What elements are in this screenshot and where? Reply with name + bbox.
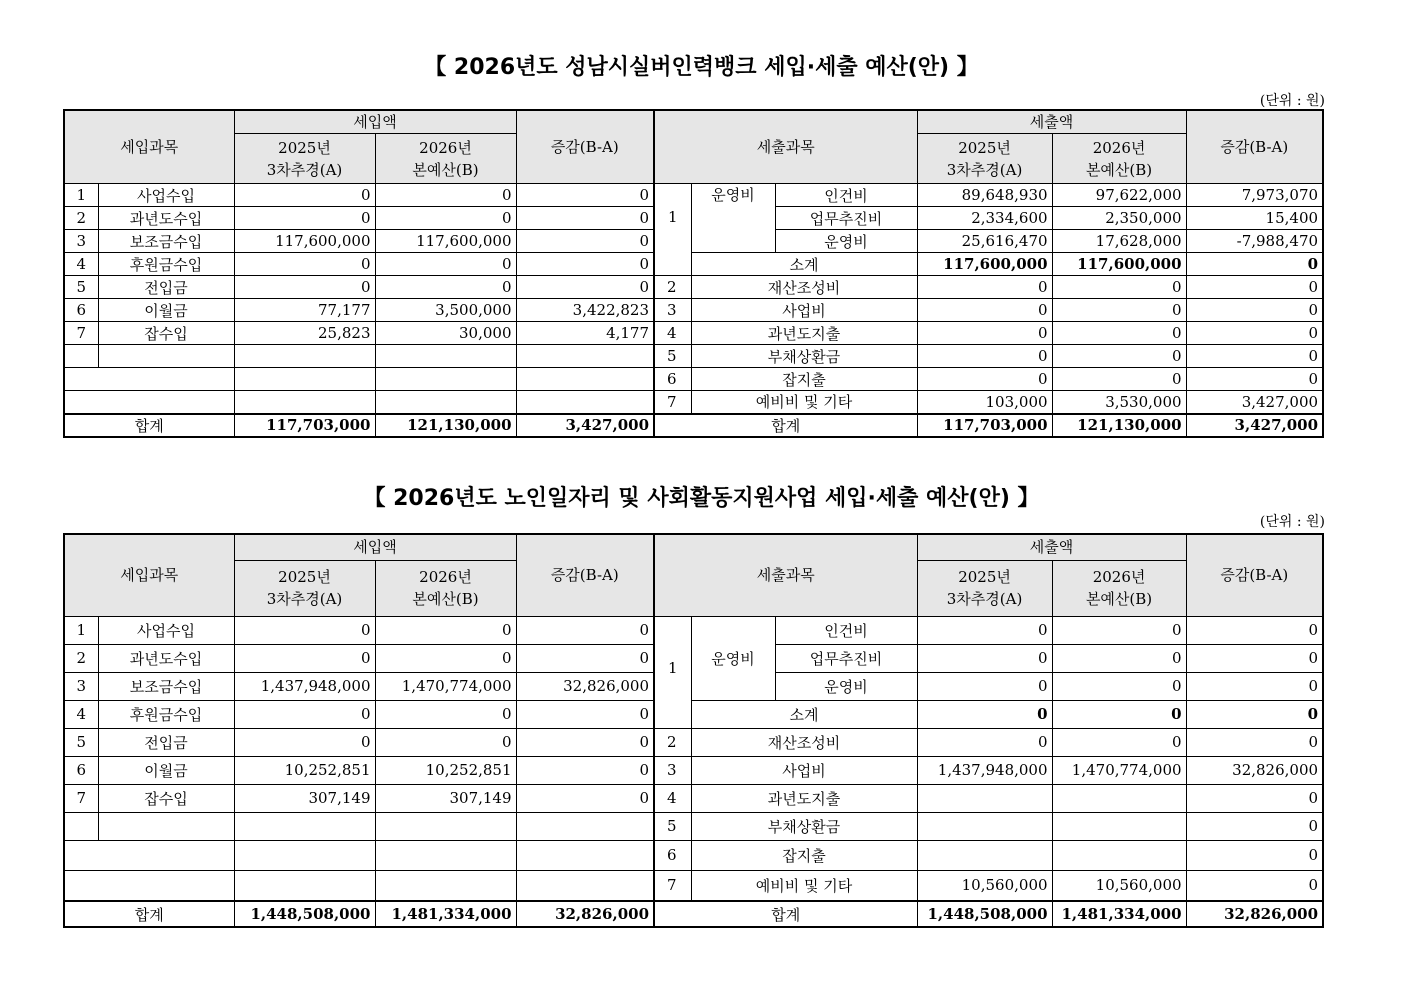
rev-2025: 117,600,000 bbox=[234, 230, 375, 253]
exp-2025: 103,000 bbox=[917, 391, 1052, 414]
empty-cell bbox=[516, 840, 654, 870]
total-row bbox=[64, 901, 1323, 927]
table1-unit: (단위 : 원) bbox=[1259, 93, 1325, 109]
rev-diff: 32,826,000 bbox=[516, 672, 654, 700]
exp-2025: 0 bbox=[917, 644, 1052, 672]
total-rev-2025: 117,703,000 bbox=[234, 414, 375, 437]
exp-subtotal-label: 소계 bbox=[691, 700, 917, 728]
exp-2026: 3,530,000 bbox=[1052, 391, 1186, 414]
header-2026-expense: 2026년 본예산(B) bbox=[1052, 560, 1186, 616]
exp-2026 bbox=[1052, 812, 1186, 840]
table-row bbox=[64, 253, 1323, 276]
exp-2026: 17,628,000 bbox=[1052, 230, 1186, 253]
rev-name: 잡수입 bbox=[98, 784, 234, 812]
table-row bbox=[64, 368, 1323, 391]
exp-no: 5 bbox=[654, 345, 691, 368]
total-label: 합계 bbox=[654, 901, 917, 927]
exp-no: 1 bbox=[654, 184, 691, 276]
empty-cell bbox=[234, 870, 375, 901]
exp-diff: 32,826,000 bbox=[1186, 756, 1323, 784]
empty-cell bbox=[375, 870, 516, 901]
exp-no: 4 bbox=[654, 322, 691, 345]
rev-diff: 0 bbox=[516, 616, 654, 644]
rev-2026: 1,470,774,000 bbox=[375, 672, 516, 700]
rev-2026: 0 bbox=[375, 184, 516, 207]
exp-diff: 0 bbox=[1186, 276, 1323, 299]
exp-group: 운영비 bbox=[691, 616, 775, 700]
rev-2026: 10,252,851 bbox=[375, 756, 516, 784]
rev-diff: 0 bbox=[516, 253, 654, 276]
exp-subtotal-diff: 0 bbox=[1186, 253, 1323, 276]
exp-2025 bbox=[917, 784, 1052, 812]
exp-name: 과년도지출 bbox=[691, 784, 917, 812]
budget-table-2 bbox=[63, 533, 1324, 928]
empty-cell bbox=[234, 812, 375, 840]
rev-name: 이월금 bbox=[98, 299, 234, 322]
rev-no: 1 bbox=[64, 616, 98, 644]
exp-group: 운영비 bbox=[691, 184, 775, 253]
exp-2026: 0 bbox=[1052, 616, 1186, 644]
rev-diff: 0 bbox=[516, 756, 654, 784]
rev-2025: 0 bbox=[234, 728, 375, 756]
budget-table-1 bbox=[63, 109, 1324, 438]
table-row bbox=[64, 728, 1323, 756]
rev-name: 과년도수입 bbox=[98, 207, 234, 230]
rev-2026: 0 bbox=[375, 616, 516, 644]
exp-name: 재산조성비 bbox=[691, 276, 917, 299]
exp-no: 3 bbox=[654, 756, 691, 784]
exp-no: 7 bbox=[654, 870, 691, 901]
total-exp-2026: 1,481,334,000 bbox=[1052, 901, 1186, 927]
exp-2025: 0 bbox=[917, 616, 1052, 644]
empty-cell bbox=[516, 368, 654, 391]
total-rev-diff: 32,826,000 bbox=[516, 901, 654, 927]
rev-2026: 0 bbox=[375, 644, 516, 672]
empty-cell bbox=[64, 345, 98, 368]
exp-no: 3 bbox=[654, 299, 691, 322]
rev-2026: 0 bbox=[375, 276, 516, 299]
table-row bbox=[64, 276, 1323, 299]
rev-diff: 0 bbox=[516, 230, 654, 253]
total-exp-2025: 117,703,000 bbox=[917, 414, 1052, 437]
exp-2026: 0 bbox=[1052, 644, 1186, 672]
exp-no: 7 bbox=[654, 391, 691, 414]
rev-name: 사업수입 bbox=[98, 616, 234, 644]
exp-no: 6 bbox=[654, 368, 691, 391]
rev-2025: 0 bbox=[234, 253, 375, 276]
rev-no: 4 bbox=[64, 253, 98, 276]
empty-cell bbox=[234, 345, 375, 368]
exp-diff: 0 bbox=[1186, 368, 1323, 391]
exp-diff: 0 bbox=[1186, 644, 1323, 672]
rev-2026: 307,149 bbox=[375, 784, 516, 812]
rev-name: 후원금수입 bbox=[98, 253, 234, 276]
rev-2025: 25,823 bbox=[234, 322, 375, 345]
exp-2026: 0 bbox=[1052, 728, 1186, 756]
exp-2025: 0 bbox=[917, 322, 1052, 345]
exp-diff: 0 bbox=[1186, 345, 1323, 368]
exp-subtotal-label: 소계 bbox=[691, 253, 917, 276]
empty-cell bbox=[375, 368, 516, 391]
rev-no: 3 bbox=[64, 672, 98, 700]
exp-name: 운영비 bbox=[775, 672, 917, 700]
rev-no: 2 bbox=[64, 644, 98, 672]
exp-diff: 3,427,000 bbox=[1186, 391, 1323, 414]
rev-no: 5 bbox=[64, 276, 98, 299]
exp-name: 예비비 및 기타 bbox=[691, 870, 917, 901]
rev-2025: 0 bbox=[234, 276, 375, 299]
exp-subtotal-diff: 0 bbox=[1186, 700, 1323, 728]
exp-name: 인건비 bbox=[775, 616, 917, 644]
exp-diff: 0 bbox=[1186, 299, 1323, 322]
total-rev-2025: 1,448,508,000 bbox=[234, 901, 375, 927]
empty-cell bbox=[375, 345, 516, 368]
exp-no: 1 bbox=[654, 616, 691, 728]
header-2025-expense: 2025년 3차추경(A) bbox=[917, 560, 1052, 616]
table-row bbox=[64, 812, 1323, 840]
table-row bbox=[64, 345, 1323, 368]
exp-no: 2 bbox=[654, 276, 691, 299]
exp-2025: 0 bbox=[917, 345, 1052, 368]
rev-2025: 0 bbox=[234, 616, 375, 644]
exp-2025: 0 bbox=[917, 728, 1052, 756]
exp-diff: 15,400 bbox=[1186, 207, 1323, 230]
exp-no: 2 bbox=[654, 728, 691, 756]
exp-subtotal-2026: 0 bbox=[1052, 700, 1186, 728]
rev-diff: 0 bbox=[516, 276, 654, 299]
exp-2025: 2,334,600 bbox=[917, 207, 1052, 230]
rev-name: 잡수입 bbox=[98, 322, 234, 345]
exp-name: 잡지출 bbox=[691, 840, 917, 870]
rev-2026: 0 bbox=[375, 728, 516, 756]
exp-diff: 0 bbox=[1186, 784, 1323, 812]
exp-subtotal-2025: 0 bbox=[917, 700, 1052, 728]
exp-2026: 0 bbox=[1052, 672, 1186, 700]
header-2025-budget: 2025년 3차추경(A) bbox=[234, 134, 375, 184]
exp-2026: 97,622,000 bbox=[1052, 184, 1186, 207]
rev-no: 7 bbox=[64, 322, 98, 345]
rev-name: 보조금수입 bbox=[98, 672, 234, 700]
exp-2025: 89,648,930 bbox=[917, 184, 1052, 207]
table-row bbox=[64, 299, 1323, 322]
rev-no: 6 bbox=[64, 756, 98, 784]
exp-2026: 10,560,000 bbox=[1052, 870, 1186, 901]
exp-name: 잡지출 bbox=[691, 368, 917, 391]
total-rev-2026: 1,481,334,000 bbox=[375, 901, 516, 927]
exp-2026: 0 bbox=[1052, 368, 1186, 391]
rev-2025: 0 bbox=[234, 700, 375, 728]
empty-cell bbox=[234, 368, 375, 391]
exp-no: 4 bbox=[654, 784, 691, 812]
header-2026-budget: 2026년 본예산(B) bbox=[375, 134, 516, 184]
rev-2026: 0 bbox=[375, 253, 516, 276]
exp-no: 5 bbox=[654, 812, 691, 840]
header-revenue-diff: 증감(B-A) bbox=[516, 110, 654, 184]
header-revenue-amount: 세입액 bbox=[234, 534, 516, 560]
header-revenue-diff: 증감(B-A) bbox=[516, 534, 654, 616]
table-row bbox=[64, 840, 1323, 870]
rev-diff: 0 bbox=[516, 728, 654, 756]
empty-cell bbox=[98, 812, 234, 840]
total-exp-diff: 32,826,000 bbox=[1186, 901, 1323, 927]
total-rev-2026: 121,130,000 bbox=[375, 414, 516, 437]
exp-2025: 10,560,000 bbox=[917, 870, 1052, 901]
empty-cell bbox=[375, 391, 516, 414]
table-row bbox=[64, 184, 1323, 207]
exp-2025: 0 bbox=[917, 368, 1052, 391]
rev-2026: 30,000 bbox=[375, 322, 516, 345]
exp-name: 부채상환금 bbox=[691, 345, 917, 368]
table2-title: 【 2026년도 노인일자리 및 사회활동지원사업 세입·세출 예산(안) 】 bbox=[363, 486, 1040, 511]
rev-no: 5 bbox=[64, 728, 98, 756]
rev-2025: 0 bbox=[234, 184, 375, 207]
empty-cell bbox=[516, 812, 654, 840]
table-row bbox=[64, 391, 1323, 414]
exp-2025: 25,616,470 bbox=[917, 230, 1052, 253]
exp-diff: 0 bbox=[1186, 812, 1323, 840]
rev-2026: 117,600,000 bbox=[375, 230, 516, 253]
header-expense-amount: 세출액 bbox=[917, 534, 1186, 560]
total-exp-diff: 3,427,000 bbox=[1186, 414, 1323, 437]
exp-2026: 2,350,000 bbox=[1052, 207, 1186, 230]
rev-2025: 77,177 bbox=[234, 299, 375, 322]
rev-2025: 10,252,851 bbox=[234, 756, 375, 784]
table2-unit: (단위 : 원) bbox=[1259, 514, 1325, 530]
rev-2026: 0 bbox=[375, 700, 516, 728]
exp-2026: 0 bbox=[1052, 299, 1186, 322]
empty-cell bbox=[375, 840, 516, 870]
exp-2025: 0 bbox=[917, 276, 1052, 299]
table1-title: 【 2026년도 성남시실버인력뱅크 세입·세출 예산(안) 】 bbox=[424, 55, 979, 80]
rev-no: 4 bbox=[64, 700, 98, 728]
exp-subtotal-2025: 117,600,000 bbox=[917, 253, 1052, 276]
header-expense-amount: 세출액 bbox=[917, 110, 1186, 134]
exp-diff: 0 bbox=[1186, 728, 1323, 756]
table-row bbox=[64, 700, 1323, 728]
empty-cell bbox=[98, 345, 234, 368]
exp-name: 업무추진비 bbox=[775, 207, 917, 230]
rev-diff: 4,177 bbox=[516, 322, 654, 345]
rev-name: 전입금 bbox=[98, 276, 234, 299]
rev-diff: 0 bbox=[516, 184, 654, 207]
exp-name: 재산조성비 bbox=[691, 728, 917, 756]
table-row bbox=[64, 756, 1323, 784]
exp-name: 예비비 및 기타 bbox=[691, 391, 917, 414]
exp-2026: 1,470,774,000 bbox=[1052, 756, 1186, 784]
header-2026-expense: 2026년 본예산(B) bbox=[1052, 134, 1186, 184]
empty-cell bbox=[64, 368, 234, 391]
empty-cell bbox=[64, 812, 98, 840]
header-2025-budget: 2025년 3차추경(A) bbox=[234, 560, 375, 616]
rev-2025: 0 bbox=[234, 207, 375, 230]
exp-name: 사업비 bbox=[691, 299, 917, 322]
header-revenue-item: 세입과목 bbox=[64, 110, 234, 184]
header-expense-item: 세출과목 bbox=[654, 534, 917, 616]
exp-diff: 0 bbox=[1186, 616, 1323, 644]
rev-2026: 0 bbox=[375, 207, 516, 230]
exp-2026: 0 bbox=[1052, 276, 1186, 299]
exp-diff: 7,973,070 bbox=[1186, 184, 1323, 207]
header-2025-expense: 2025년 3차추경(A) bbox=[917, 134, 1052, 184]
exp-2026 bbox=[1052, 784, 1186, 812]
empty-cell bbox=[516, 345, 654, 368]
empty-cell bbox=[64, 870, 234, 901]
empty-cell bbox=[64, 840, 234, 870]
rev-no: 3 bbox=[64, 230, 98, 253]
exp-name: 과년도지출 bbox=[691, 322, 917, 345]
total-label: 합계 bbox=[654, 414, 917, 437]
table-row bbox=[64, 616, 1323, 644]
exp-2025: 1,437,948,000 bbox=[917, 756, 1052, 784]
exp-name: 업무추진비 bbox=[775, 644, 917, 672]
total-exp-2026: 121,130,000 bbox=[1052, 414, 1186, 437]
rev-diff: 0 bbox=[516, 207, 654, 230]
exp-name: 운영비 bbox=[775, 230, 917, 253]
exp-name: 사업비 bbox=[691, 756, 917, 784]
header-expense-item: 세출과목 bbox=[654, 110, 917, 184]
exp-2025: 0 bbox=[917, 299, 1052, 322]
exp-diff: 0 bbox=[1186, 840, 1323, 870]
rev-diff: 0 bbox=[516, 644, 654, 672]
empty-cell bbox=[516, 391, 654, 414]
total-row bbox=[64, 414, 1323, 437]
exp-2026 bbox=[1052, 840, 1186, 870]
rev-2026: 3,500,000 bbox=[375, 299, 516, 322]
exp-diff: 0 bbox=[1186, 870, 1323, 901]
header-expense-diff: 증감(B-A) bbox=[1186, 534, 1323, 616]
empty-cell bbox=[516, 870, 654, 901]
total-label: 합계 bbox=[64, 901, 234, 927]
header-expense-diff: 증감(B-A) bbox=[1186, 110, 1323, 184]
rev-no: 6 bbox=[64, 299, 98, 322]
total-label: 합계 bbox=[64, 414, 234, 437]
rev-2025: 1,437,948,000 bbox=[234, 672, 375, 700]
exp-diff: -7,988,470 bbox=[1186, 230, 1323, 253]
empty-cell bbox=[234, 840, 375, 870]
exp-2025 bbox=[917, 812, 1052, 840]
rev-diff: 3,422,823 bbox=[516, 299, 654, 322]
rev-2025: 0 bbox=[234, 644, 375, 672]
header-2026-budget: 2026년 본예산(B) bbox=[375, 560, 516, 616]
exp-diff: 0 bbox=[1186, 672, 1323, 700]
empty-cell bbox=[375, 812, 516, 840]
empty-cell bbox=[64, 391, 234, 414]
rev-name: 이월금 bbox=[98, 756, 234, 784]
rev-name: 후원금수입 bbox=[98, 700, 234, 728]
total-exp-2025: 1,448,508,000 bbox=[917, 901, 1052, 927]
header-revenue-amount: 세입액 bbox=[234, 110, 516, 134]
total-rev-diff: 3,427,000 bbox=[516, 414, 654, 437]
exp-subtotal-2026: 117,600,000 bbox=[1052, 253, 1186, 276]
exp-2026: 0 bbox=[1052, 345, 1186, 368]
rev-no: 2 bbox=[64, 207, 98, 230]
exp-name: 인건비 bbox=[775, 184, 917, 207]
empty-cell bbox=[234, 391, 375, 414]
exp-2025: 0 bbox=[917, 672, 1052, 700]
rev-diff: 0 bbox=[516, 700, 654, 728]
exp-name: 부채상환금 bbox=[691, 812, 917, 840]
rev-2025: 307,149 bbox=[234, 784, 375, 812]
exp-2025 bbox=[917, 840, 1052, 870]
table-row bbox=[64, 322, 1323, 345]
table-row bbox=[64, 870, 1323, 901]
rev-diff: 0 bbox=[516, 784, 654, 812]
rev-name: 사업수입 bbox=[98, 184, 234, 207]
rev-no: 1 bbox=[64, 184, 98, 207]
rev-name: 전입금 bbox=[98, 728, 234, 756]
exp-diff: 0 bbox=[1186, 322, 1323, 345]
table-row bbox=[64, 784, 1323, 812]
header-revenue-item: 세입과목 bbox=[64, 534, 234, 616]
rev-no: 7 bbox=[64, 784, 98, 812]
rev-name: 보조금수입 bbox=[98, 230, 234, 253]
rev-name: 과년도수입 bbox=[98, 644, 234, 672]
exp-no: 6 bbox=[654, 840, 691, 870]
exp-2026: 0 bbox=[1052, 322, 1186, 345]
